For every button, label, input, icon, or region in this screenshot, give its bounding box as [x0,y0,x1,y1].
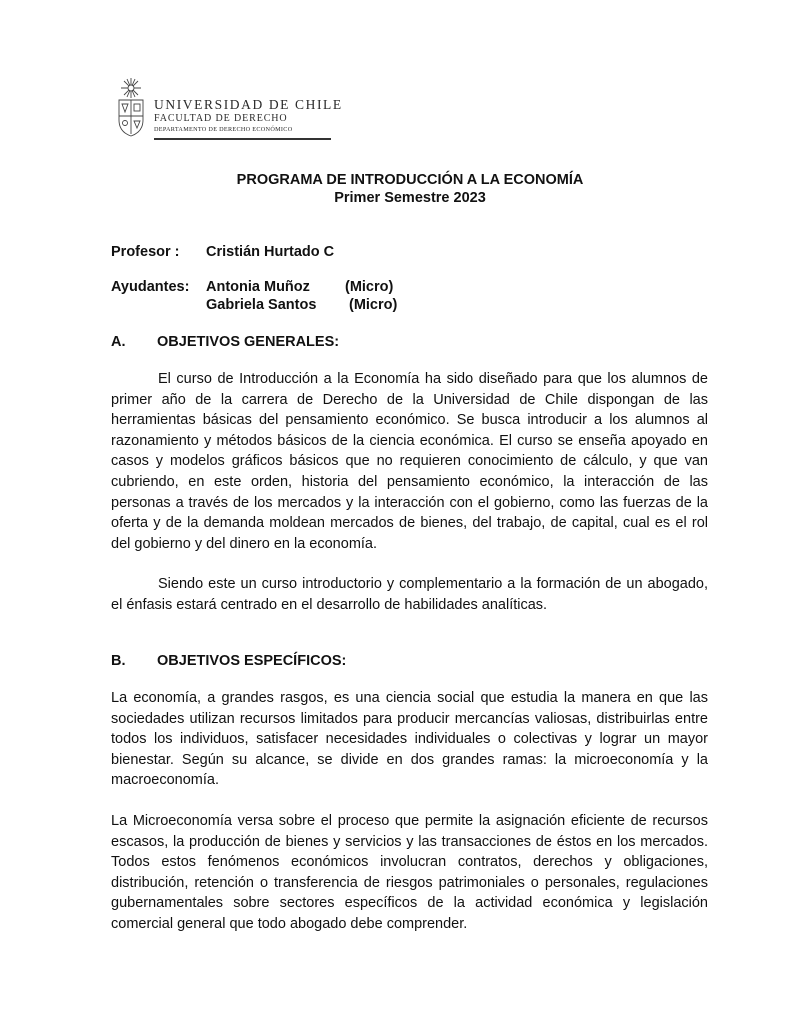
faculty-name: FACULTAD DE DERECHO [154,113,288,124]
university-name: UNIVERSIDAD DE CHILE [154,97,343,112]
section-title: OBJETIVOS ESPECÍFICOS: [157,653,347,669]
paragraph: El curso de Introducción a la Economía ha sido diseñado para que los alumnos de primer año de la carrera de Derecho de la Universidad de Chile dispongan de las herramientas básicas del pensamiento económico. Se busca introducir a los alumnos al razonamiento y métodos básicos de la ciencia económica. El curso se enseña apoyado en casos y modelos gráficos básicos que no requieren conocimiento de cálculo, y que van cubriendo, en este orden, historia del pensamiento económico, la interacción de las personas a través de los mercados y la interacción con el gobierno, como las fuerzas de la oferta y de la demanda moldean mercados de bienes, del trabajo, de capital, cual es el rol del gobierno y del dinero en la economía. [111,371,708,552]
department-name: DEPARTAMENTO DE DERECHO ECONÓMICO [154,126,293,133]
paragraph: La Microeconomía versa sobre el proceso que permite la asignación eficiente de recursos escasos, la producción de bienes y servicios y las transacciones de éstos en los mercados. Todos estos fenómenos económicos involucran contratos, derechos y obligaciones, distribución, retención o transferencia de riesgos patrimoniales o personales, regulaciones gubernamentales sobre sectores específicos de la actividad económica y legislación comercial general que todo abogado debe comprender. [111,813,708,932]
document-subtitle: Primer Semestre 2023 [334,190,486,206]
assistant-role: (Micro) [349,297,398,313]
university-crest-icon [111,76,151,138]
section-title: OBJETIVOS GENERALES: [157,334,340,350]
section-letter: A. [111,334,126,350]
professor-name: Cristián Hurtado C [206,244,335,260]
section-heading-b [111,653,346,669]
professor-label: Profesor : [111,244,180,260]
header-rule [154,138,331,140]
assistant-name: Gabriela Santos [206,297,317,313]
document-title: PROGRAMA DE INTRODUCCIÓN A LA ECONOMÍA [236,172,584,188]
section-letter: B. [111,653,126,669]
section-heading-a [111,334,339,350]
assistant-role: (Micro) [345,279,394,295]
assistant-name: Antonia Muñoz [206,279,310,295]
paragraph: Siendo este un curso introductorio y complementario a la formación de un abogado, el énfasis estará centrado en el desarrollo de habilidades analíticas. [111,576,708,613]
paragraph: La economía, a grandes rasgos, es una ciencia social que estudia la manera en que las sociedades utilizan recursos limitados para producir mercancías valiosas, distribuirlas entre todos los individuos, satisfacer necesidades individuales o colectivas y lograr un mayor bienestar. Según su alcance, se divide en dos grandes ramas: la microeconomía y la macroeconomía. [111,690,708,789]
assistants-label: Ayudantes: [111,279,190,295]
